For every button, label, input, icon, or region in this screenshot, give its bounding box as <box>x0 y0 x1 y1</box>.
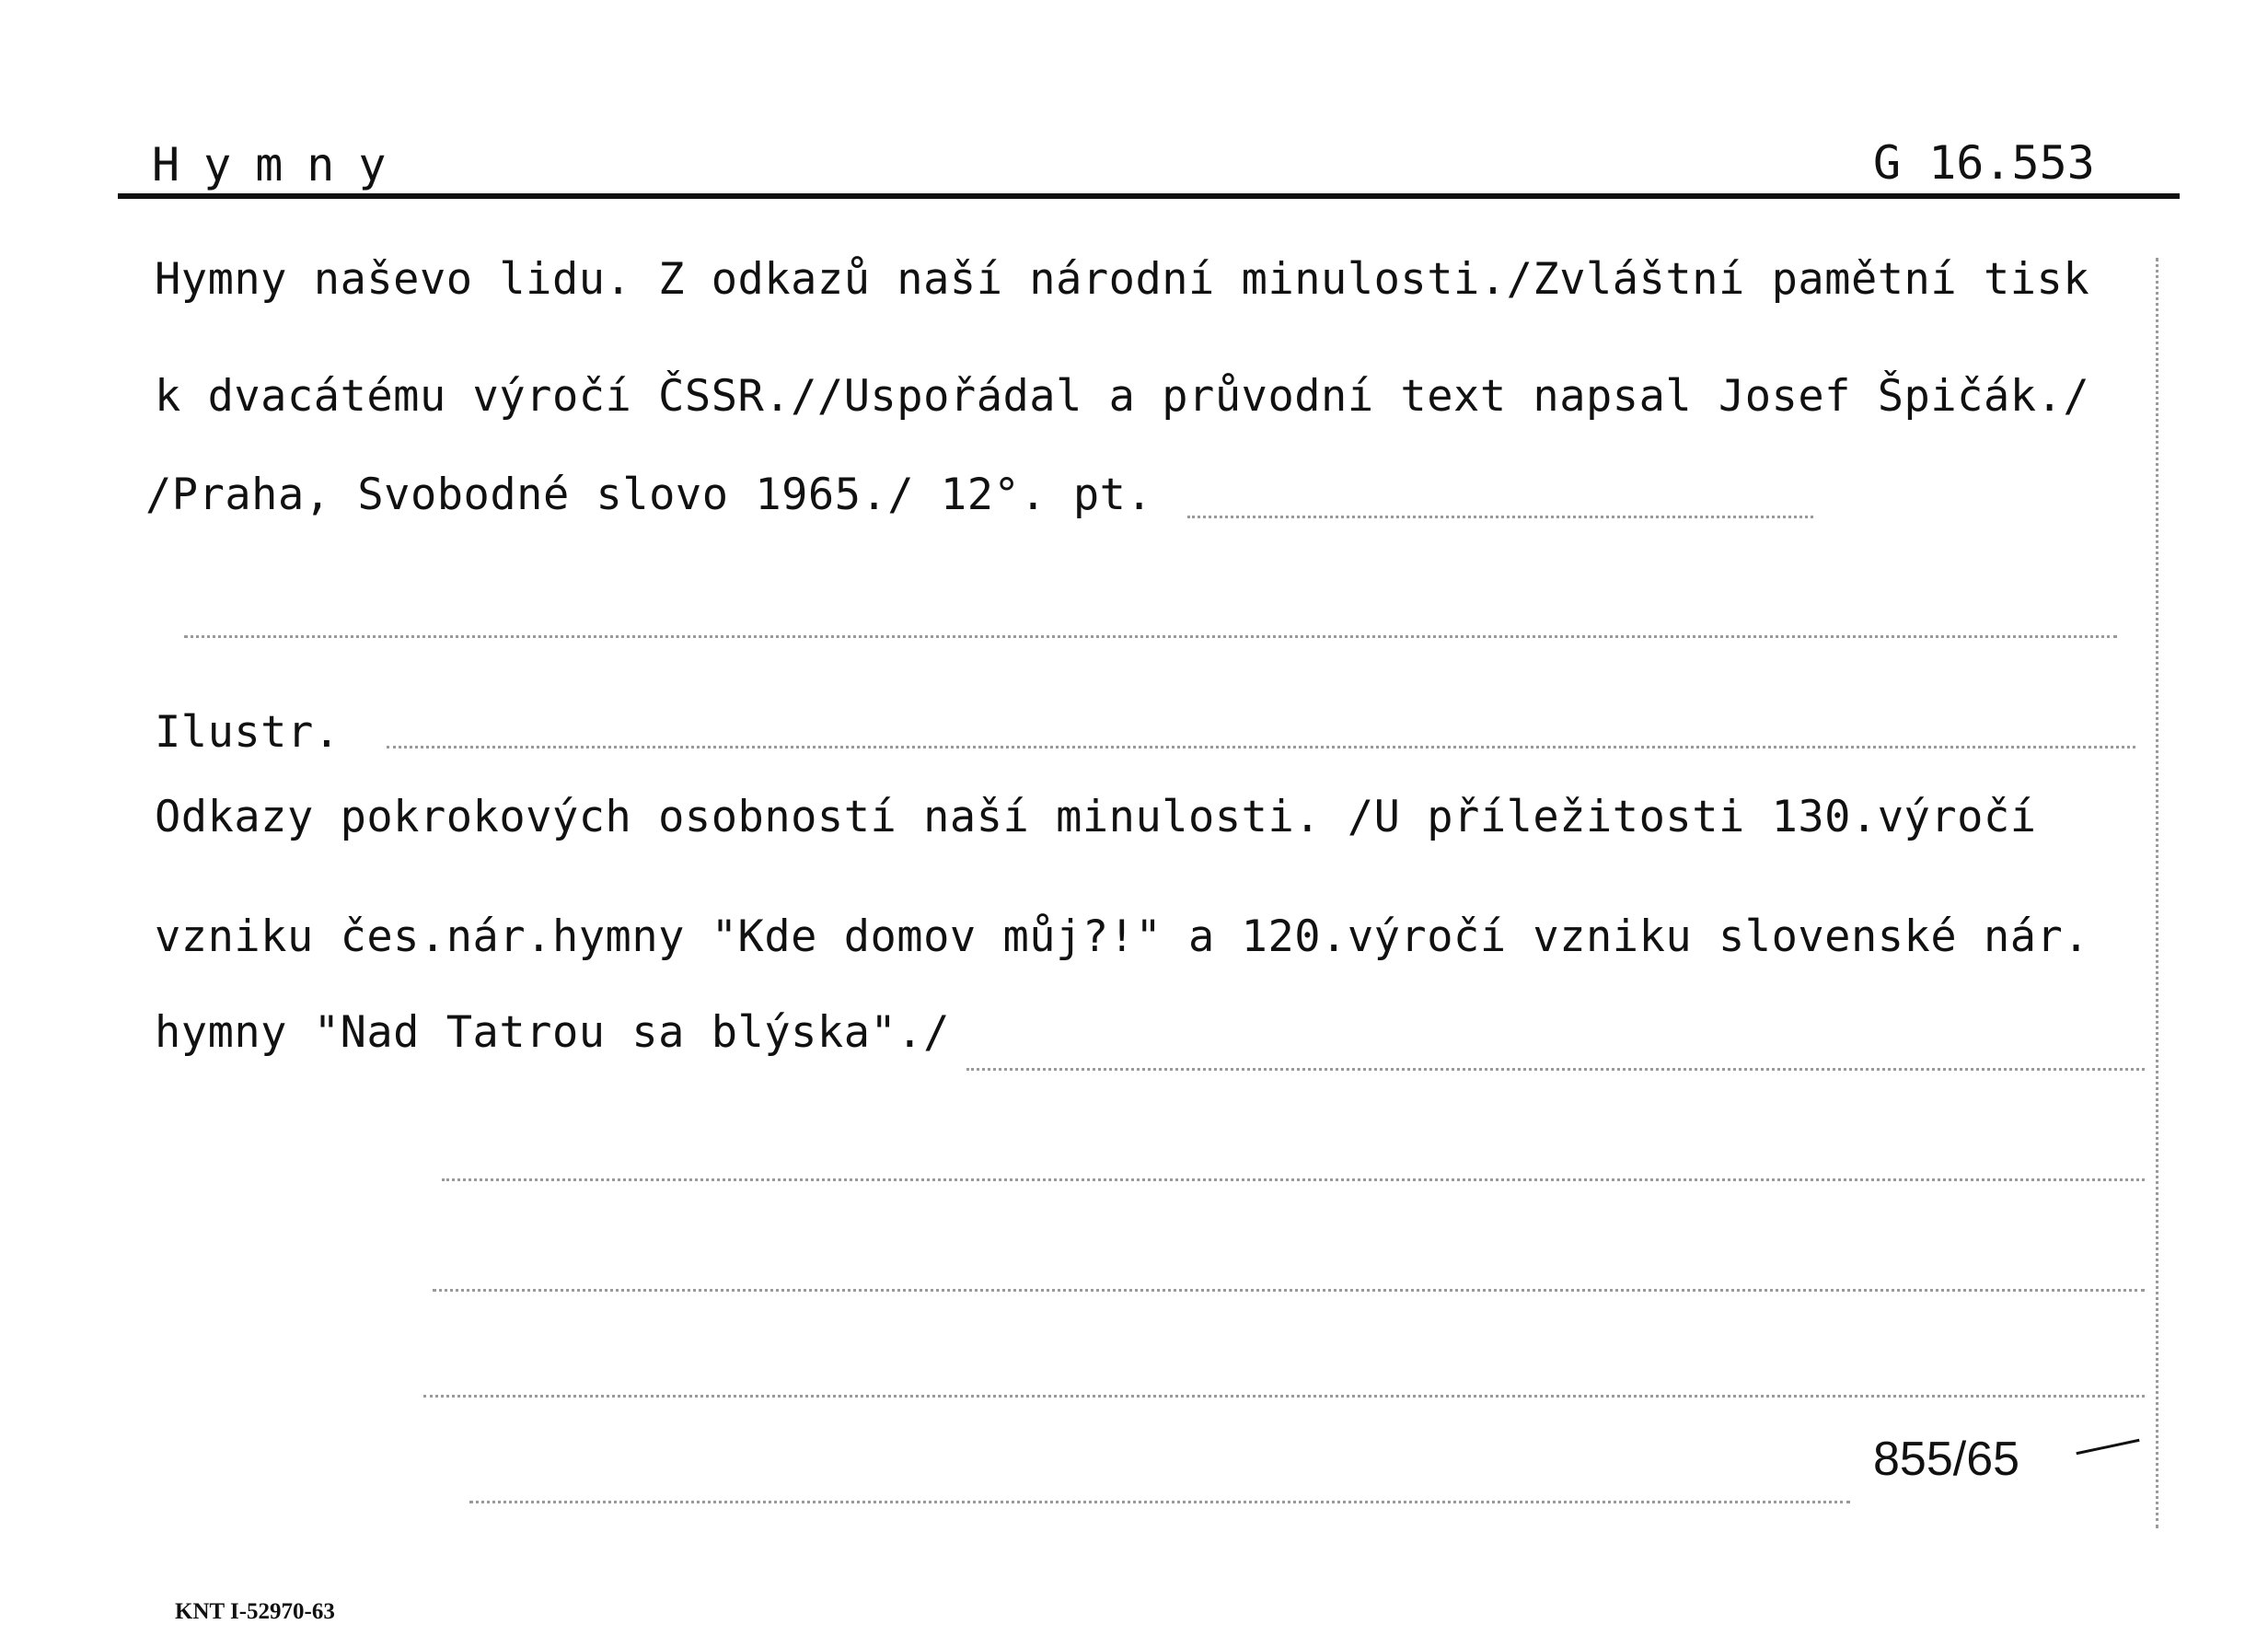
entry-line-7: hymny "Nad Tatrou sa blýska"./ <box>155 1007 950 1058</box>
entry-line-5: Odkazy pokrokových osobností naší minulosti. /U příležitosti 130.výročí <box>155 792 2037 842</box>
dotted-guide-line <box>423 1395 2145 1398</box>
dotted-guide-line <box>387 746 2135 748</box>
dotted-guide-line <box>1187 516 1813 518</box>
heading-rule <box>118 193 2180 199</box>
entry-line-4: Ilustr. <box>155 707 341 758</box>
card-print-code: KNT I-52970-63 <box>175 1599 335 1624</box>
dotted-margin-line <box>2156 258 2158 1528</box>
entry-line-1: Hymny naševo lidu. Z odkazů naší národní minulosti./Zvláštní pamětní tisk <box>155 254 2090 305</box>
card-heading: Hymny <box>152 138 411 191</box>
dotted-guide-line <box>442 1178 2145 1181</box>
dotted-guide-line <box>966 1068 2145 1071</box>
pen-dash-mark <box>2076 1439 2139 1455</box>
accession-number: 855/65 <box>1873 1433 2020 1486</box>
entry-line-3: /Praha, Svobodné slovo 1965./ 12°. pt. <box>145 470 1153 520</box>
entry-line-2: k dvacátému výročí ČSSR.//Uspořádal a průvodní text napsal Josef Špičák./ <box>155 371 2090 422</box>
dotted-guide-line <box>184 635 2117 638</box>
entry-line-6: vzniku čes.nár.hymny "Kde domov můj?!" a 120.výročí vzniku slovenské nár. <box>155 911 2090 962</box>
dotted-guide-line <box>433 1289 2145 1292</box>
call-number: G 16.553 <box>1873 136 2095 190</box>
dotted-guide-line <box>469 1501 1850 1503</box>
